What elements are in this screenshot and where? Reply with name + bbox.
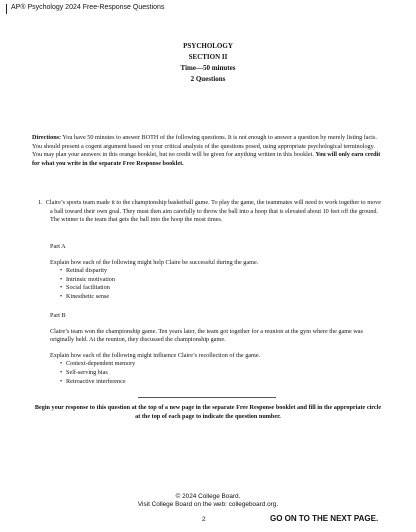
go-on-notice: GO ON TO THE NEXT PAGE.: [270, 514, 379, 523]
question-number: 1.: [38, 199, 43, 206]
directions: [32, 134, 384, 168]
list-item: • Kinesthetic sense: [50, 293, 384, 302]
part-b-scenario: Claire’s team won the championship game. Ten years later, the team got together for a reunion at the gym where the game was originally held. At the reunion, they discussed the championship game.: [50, 327, 363, 344]
running-header: AP® Psychology 2024 Free-Response Questions: [11, 4, 165, 11]
header-rule: [6, 4, 7, 14]
directions-label: Directions:: [32, 134, 62, 141]
question-1: [32, 199, 384, 225]
part-b-prompt: Explain how each of the following might influence Claire’s recollection of the game.: [50, 351, 261, 359]
section-title: SECTION II: [188, 53, 228, 61]
page-number: 2: [202, 516, 206, 523]
response-instructions: Begin your response to this question at the top of a new page in the separate Free Response booklet and fill in the appropriate circle at the top of each page to indicate the question number.: [34, 404, 382, 420]
question-stem: Claire’s sports team made it to the championship basketball game. To play the game, the teammates will need to work together to move a ball toward their own goal. They must then aim carefully to throw the ball into a hoop that is elevated about 10 feet off the ground. The winner is the team that gets the ball into the hoop the most times.: [45, 199, 381, 224]
question-count: 2 Questions: [190, 75, 226, 83]
part-b-label: Part B: [50, 312, 66, 319]
part-a-label: Part A: [50, 243, 66, 250]
list-item: • Context-dependent memory: [50, 360, 384, 369]
directions-text: You have 50 minutes to answer BOTH of the following questions. It is not enough to answer a question by merely listing facts. You should present a cogent argument based on your critical analysis of the questions posed, using appropriate psychological terminology. You may plan your answers in this orange booklet, but no credit will be given for anything written in this booklet.: [32, 134, 377, 159]
copyright-line: © 2024 College Board.: [175, 493, 241, 500]
part-b-list: [50, 360, 384, 386]
title-block: [0, 41, 416, 85]
time-limit: Time—50 minutes: [180, 64, 236, 72]
part-a-list: [50, 267, 384, 301]
directions-emphasis: You will only earn credit for what you write in the separate Free Response booklet.: [32, 151, 381, 167]
list-item: • Retinal disparity: [50, 267, 384, 276]
list-item: • Social facilitation: [50, 284, 384, 293]
list-item: • Self-serving bias: [50, 369, 384, 378]
copyright: [0, 493, 416, 509]
subject-title: PSYCHOLOGY: [183, 42, 233, 50]
part-a: [50, 243, 384, 302]
part-b: [50, 312, 384, 386]
website-line: Visit College Board on the web: collegeboard.org.: [137, 501, 279, 508]
list-item: • Retroactive interference: [50, 378, 384, 387]
part-a-prompt: Explain how each of the following might help Claire be successful during the game.: [50, 258, 259, 266]
divider: [138, 397, 276, 398]
list-item: • Intrinsic motivation: [50, 276, 384, 285]
question-1-text: [32, 199, 384, 225]
